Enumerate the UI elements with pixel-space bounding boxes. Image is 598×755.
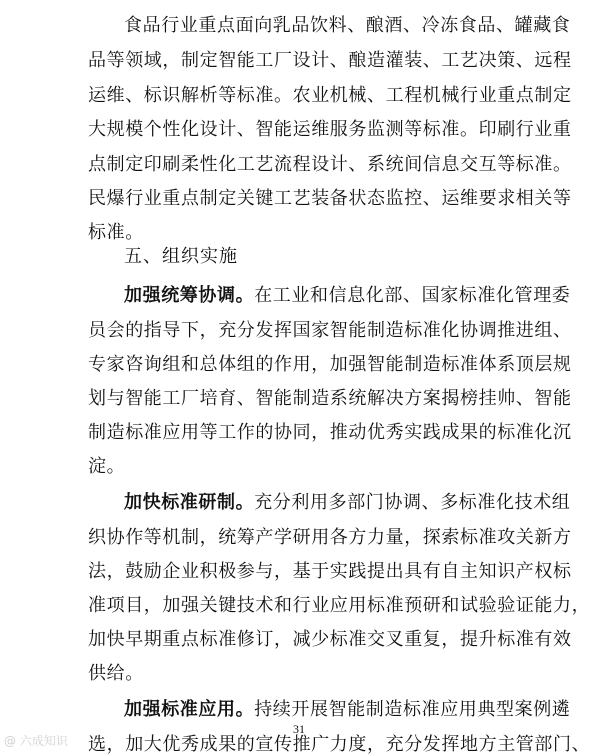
- paragraph-line: 法，鼓励企业积极参与，基于实践提出具有自主知识产权标: [88, 561, 572, 582]
- paragraph-line: 供给。: [88, 663, 144, 684]
- paragraph-line: 运维、标识解析等标准。农业机械、工程机械行业重点制定: [88, 85, 572, 106]
- paragraph-line: 准项目，加强关键技术和行业应用标准预研和试验验证能力，: [88, 595, 591, 616]
- paragraph-title: 加快标准研制。: [124, 492, 255, 513]
- paragraph-line: [124, 285, 571, 306]
- paragraph-text: 充分利用多部门协调、多标准化技术组: [254, 492, 571, 513]
- paragraph-line: 大规模个性化设计、智能运维服务监测等标准。印刷行业重: [88, 119, 572, 140]
- paragraph-line: 选，加大优秀成果的宣传推广力度，充分发挥地方主管部门、: [88, 734, 591, 755]
- paragraph-line: 标准。: [88, 222, 144, 243]
- paragraph-line: 淀。: [88, 456, 126, 477]
- paragraph-text: 在工业和信息化部、国家标准化管理委: [254, 285, 571, 306]
- page-number: 31: [293, 722, 305, 736]
- paragraph-title: 加强统筹协调。: [124, 285, 255, 306]
- paragraph-line: 食品行业重点面向乳品饮料、酿酒、冷冻食品、罐藏食: [124, 15, 571, 36]
- paragraph-line: 点制定印刷柔性化工艺流程设计、系统间信息交互等标准。: [88, 154, 572, 175]
- paragraph-line: [124, 492, 571, 513]
- paragraph-line: [124, 699, 571, 720]
- paragraph-text: 持续开展智能制造标准应用典型案例遴: [254, 699, 571, 720]
- section-heading: 五、组织实施: [124, 246, 238, 267]
- paragraph-line: 专家咨询组和总体组的作用，加强智能制造标准体系顶层规: [88, 354, 572, 375]
- paragraph-line: 员会的指导下，充分发挥国家智能制造标准化协调推进组、: [88, 320, 572, 341]
- paragraph-line: 品等领域，制定智能工厂设计、酿造灌装、工艺决策、远程: [88, 50, 572, 71]
- paragraph-line: 划与智能工厂培育、智能制造系统解决方案揭榜挂帅、智能: [88, 388, 572, 409]
- watermark-text: @ 六成知识: [4, 734, 68, 748]
- paragraph-title: 加强标准应用。: [124, 699, 255, 720]
- paragraph-line: 民爆行业重点制定关键工艺装备状态监控、运维要求相关等: [88, 188, 572, 209]
- paragraph-line: 织协作等机制，统筹产学研用各方力量，探索标准攻关新方: [88, 527, 572, 548]
- paragraph-line: 制造标准应用等工作的协同，推动优秀实践成果的标准化沉: [88, 422, 572, 443]
- paragraph-line: 加快早期重点标准修订，减少标准交叉重复，提升标准有效: [88, 629, 572, 650]
